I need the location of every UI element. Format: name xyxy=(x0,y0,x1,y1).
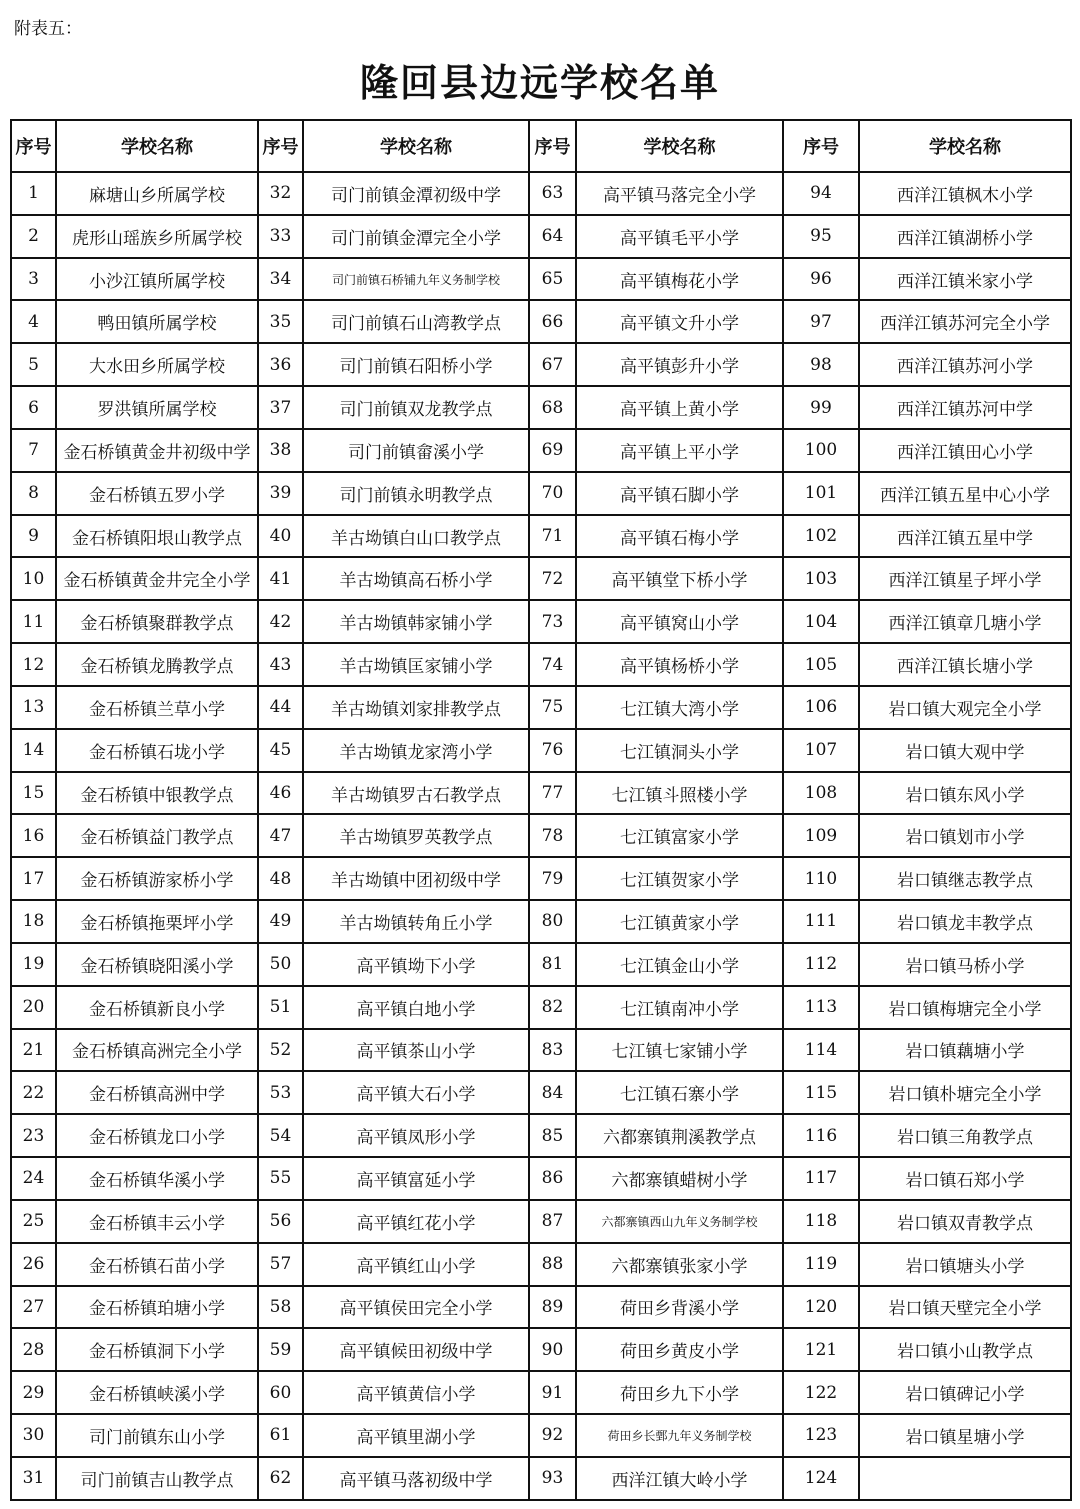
seq-cell: 96 xyxy=(783,258,859,301)
school-name-cell: 金石桥镇中银教学点 xyxy=(56,772,258,815)
seq-cell: 74 xyxy=(529,643,576,686)
school-name-cell: 岩口镇塘头小学 xyxy=(859,1243,1071,1286)
table-row xyxy=(11,943,1071,986)
seq-cell: 25 xyxy=(11,1200,56,1243)
school-name-cell: 司门前镇畲溪小学 xyxy=(303,429,529,472)
school-name-cell: 金石桥镇新良小学 xyxy=(56,986,258,1029)
header-seq: 序号 xyxy=(529,120,576,172)
header-school: 学校名称 xyxy=(56,120,258,172)
school-name-cell: 金石桥镇兰草小学 xyxy=(56,686,258,729)
school-name-cell: 高平镇红山小学 xyxy=(303,1243,529,1286)
seq-cell: 32 xyxy=(258,172,303,215)
seq-cell: 89 xyxy=(529,1286,576,1329)
school-name-cell xyxy=(859,1457,1071,1500)
school-name-cell: 岩口镇梅塘完全小学 xyxy=(859,986,1071,1029)
seq-cell: 117 xyxy=(783,1157,859,1200)
school-name-cell: 西洋江镇五星中学 xyxy=(859,515,1071,558)
school-name-cell: 小沙江镇所属学校 xyxy=(56,258,258,301)
seq-cell: 26 xyxy=(11,1243,56,1286)
school-name-cell: 高平镇窝山小学 xyxy=(576,600,783,643)
school-name-cell: 高平镇石脚小学 xyxy=(576,472,783,515)
school-name-cell: 岩口镇小山教学点 xyxy=(859,1328,1071,1371)
seq-cell: 112 xyxy=(783,943,859,986)
seq-cell: 75 xyxy=(529,686,576,729)
header-seq: 序号 xyxy=(11,120,56,172)
table-row xyxy=(11,600,1071,643)
school-name-cell: 岩口镇碑记小学 xyxy=(859,1371,1071,1414)
table-row xyxy=(11,643,1071,686)
seq-cell: 77 xyxy=(529,772,576,815)
school-name-cell: 金石桥镇龙口小学 xyxy=(56,1114,258,1157)
school-name-cell: 司门前镇双龙教学点 xyxy=(303,386,529,429)
school-name-cell: 金石桥镇丰云小学 xyxy=(56,1200,258,1243)
table-row xyxy=(11,1328,1071,1371)
seq-cell: 24 xyxy=(11,1157,56,1200)
seq-cell: 29 xyxy=(11,1371,56,1414)
school-name-cell: 岩口镇龙丰教学点 xyxy=(859,900,1071,943)
table-row xyxy=(11,1157,1071,1200)
seq-cell: 69 xyxy=(529,429,576,472)
seq-cell: 39 xyxy=(258,472,303,515)
school-name-cell: 西洋江镇大岭小学 xyxy=(576,1457,783,1500)
school-name-cell: 羊古坳镇匡家铺小学 xyxy=(303,643,529,686)
seq-cell: 5 xyxy=(11,343,56,386)
seq-cell: 70 xyxy=(529,472,576,515)
school-name-cell: 高平镇石梅小学 xyxy=(576,515,783,558)
header-school: 学校名称 xyxy=(576,120,783,172)
school-name-cell: 岩口镇星塘小学 xyxy=(859,1414,1071,1457)
seq-cell: 21 xyxy=(11,1029,56,1072)
seq-cell: 86 xyxy=(529,1157,576,1200)
table-row xyxy=(11,172,1071,215)
school-name-cell: 羊古坳镇罗古石教学点 xyxy=(303,772,529,815)
seq-cell: 55 xyxy=(258,1157,303,1200)
school-name-cell: 七江镇黄家小学 xyxy=(576,900,783,943)
seq-cell: 64 xyxy=(529,215,576,258)
school-name-cell: 羊古坳镇韩家铺小学 xyxy=(303,600,529,643)
table-row xyxy=(11,1200,1071,1243)
table-row xyxy=(11,215,1071,258)
school-name-cell: 金石桥镇石苗小学 xyxy=(56,1243,258,1286)
seq-cell: 19 xyxy=(11,943,56,986)
school-name-cell: 羊古坳镇转角丘小学 xyxy=(303,900,529,943)
table-row xyxy=(11,515,1071,558)
seq-cell: 10 xyxy=(11,557,56,600)
table-row xyxy=(11,772,1071,815)
school-name-cell: 羊古坳镇高石桥小学 xyxy=(303,557,529,600)
table-row xyxy=(11,1114,1071,1157)
school-name-cell: 麻塘山乡所属学校 xyxy=(56,172,258,215)
school-name-cell: 荷田乡背溪小学 xyxy=(576,1286,783,1329)
school-roster-table xyxy=(10,119,1072,1501)
seq-cell: 63 xyxy=(529,172,576,215)
seq-cell: 119 xyxy=(783,1243,859,1286)
school-name-cell: 高平镇里湖小学 xyxy=(303,1414,529,1457)
seq-cell: 105 xyxy=(783,643,859,686)
seq-cell: 93 xyxy=(529,1457,576,1500)
seq-cell: 46 xyxy=(258,772,303,815)
school-name-cell: 高平镇堂下桥小学 xyxy=(576,557,783,600)
school-name-cell: 七江镇洞头小学 xyxy=(576,729,783,772)
table-row xyxy=(11,1414,1071,1457)
school-name-cell: 西洋江镇苏河完全小学 xyxy=(859,300,1071,343)
seq-cell: 90 xyxy=(529,1328,576,1371)
school-name-cell: 羊古坳镇罗英教学点 xyxy=(303,814,529,857)
seq-cell: 68 xyxy=(529,386,576,429)
school-name-cell: 荷田乡九下小学 xyxy=(576,1371,783,1414)
seq-cell: 104 xyxy=(783,600,859,643)
seq-cell: 4 xyxy=(11,300,56,343)
seq-cell: 49 xyxy=(258,900,303,943)
school-name-cell: 西洋江镇章几塘小学 xyxy=(859,600,1071,643)
school-name-cell: 金石桥镇峡溪小学 xyxy=(56,1371,258,1414)
seq-cell: 118 xyxy=(783,1200,859,1243)
seq-cell: 17 xyxy=(11,857,56,900)
school-name-cell: 司门前镇石山湾教学点 xyxy=(303,300,529,343)
table-row xyxy=(11,857,1071,900)
school-name-cell: 金石桥镇黄金井初级中学 xyxy=(56,429,258,472)
school-name-cell: 七江镇贺家小学 xyxy=(576,857,783,900)
table-row xyxy=(11,429,1071,472)
school-name-cell: 西洋江镇苏河小学 xyxy=(859,343,1071,386)
table-row xyxy=(11,1457,1071,1500)
table-row xyxy=(11,1286,1071,1329)
school-name-cell: 岩口镇大观完全小学 xyxy=(859,686,1071,729)
seq-cell: 123 xyxy=(783,1414,859,1457)
seq-cell: 1 xyxy=(11,172,56,215)
seq-cell: 11 xyxy=(11,600,56,643)
school-name-cell: 西洋江镇长塘小学 xyxy=(859,643,1071,686)
header-seq: 序号 xyxy=(783,120,859,172)
school-name-cell: 高平镇马落完全小学 xyxy=(576,172,783,215)
school-name-cell: 七江镇斗照楼小学 xyxy=(576,772,783,815)
seq-cell: 109 xyxy=(783,814,859,857)
seq-cell: 108 xyxy=(783,772,859,815)
school-name-cell: 金石桥镇益门教学点 xyxy=(56,814,258,857)
school-name-cell: 金石桥镇晓阳溪小学 xyxy=(56,943,258,986)
school-name-cell: 岩口镇大观中学 xyxy=(859,729,1071,772)
seq-cell: 124 xyxy=(783,1457,859,1500)
seq-cell: 73 xyxy=(529,600,576,643)
school-name-cell: 岩口镇三角教学点 xyxy=(859,1114,1071,1157)
school-name-cell: 羊古坳镇龙家湾小学 xyxy=(303,729,529,772)
seq-cell: 65 xyxy=(529,258,576,301)
school-name-cell: 高平镇上黄小学 xyxy=(576,386,783,429)
school-name-cell: 金石桥镇龙腾教学点 xyxy=(56,643,258,686)
school-name-cell: 司门前镇金潭完全小学 xyxy=(303,215,529,258)
seq-cell: 103 xyxy=(783,557,859,600)
seq-cell: 6 xyxy=(11,386,56,429)
seq-cell: 98 xyxy=(783,343,859,386)
school-name-cell: 六都寨镇蜡树小学 xyxy=(576,1157,783,1200)
school-name-cell: 西洋江镇米家小学 xyxy=(859,258,1071,301)
school-name-cell: 高平镇杨桥小学 xyxy=(576,643,783,686)
school-name-cell: 鸭田镇所属学校 xyxy=(56,300,258,343)
seq-cell: 85 xyxy=(529,1114,576,1157)
seq-cell: 100 xyxy=(783,429,859,472)
seq-cell: 2 xyxy=(11,215,56,258)
school-name-cell: 岩口镇继志教学点 xyxy=(859,857,1071,900)
appendix-label: 附表五： xyxy=(14,19,82,39)
seq-cell: 99 xyxy=(783,386,859,429)
table-row xyxy=(11,386,1071,429)
seq-cell: 41 xyxy=(258,557,303,600)
seq-cell: 27 xyxy=(11,1286,56,1329)
school-name-cell: 岩口镇藕塘小学 xyxy=(859,1029,1071,1072)
seq-cell: 76 xyxy=(529,729,576,772)
school-name-cell: 高平镇茶山小学 xyxy=(303,1029,529,1072)
seq-cell: 111 xyxy=(783,900,859,943)
school-name-cell: 高平镇梅花小学 xyxy=(576,258,783,301)
school-name-cell: 高平镇富延小学 xyxy=(303,1157,529,1200)
seq-cell: 45 xyxy=(258,729,303,772)
seq-cell: 107 xyxy=(783,729,859,772)
school-name-cell: 金石桥镇高洲完全小学 xyxy=(56,1029,258,1072)
table-header-row xyxy=(11,120,1071,172)
school-name-cell: 西洋江镇田心小学 xyxy=(859,429,1071,472)
table-row xyxy=(11,1371,1071,1414)
seq-cell: 62 xyxy=(258,1457,303,1500)
school-name-cell: 高平镇马落初级中学 xyxy=(303,1457,529,1500)
table-row xyxy=(11,1071,1071,1114)
school-name-cell: 西洋江镇枫木小学 xyxy=(859,172,1071,215)
school-name-cell: 七江镇大湾小学 xyxy=(576,686,783,729)
seq-cell: 113 xyxy=(783,986,859,1029)
table-row xyxy=(11,1029,1071,1072)
school-name-cell: 荷田乡长鄄九年义务制学校 xyxy=(576,1414,783,1457)
seq-cell: 60 xyxy=(258,1371,303,1414)
school-name-cell: 七江镇七家铺小学 xyxy=(576,1029,783,1072)
school-name-cell: 高平镇坳下小学 xyxy=(303,943,529,986)
table-row xyxy=(11,814,1071,857)
school-name-cell: 七江镇石寨小学 xyxy=(576,1071,783,1114)
seq-cell: 66 xyxy=(529,300,576,343)
seq-cell: 88 xyxy=(529,1243,576,1286)
school-name-cell: 七江镇金山小学 xyxy=(576,943,783,986)
seq-cell: 122 xyxy=(783,1371,859,1414)
seq-cell: 106 xyxy=(783,686,859,729)
seq-cell: 97 xyxy=(783,300,859,343)
school-name-cell: 高平镇彭升小学 xyxy=(576,343,783,386)
school-name-cell: 高平镇凤形小学 xyxy=(303,1114,529,1157)
school-name-cell: 金石桥镇石垅小学 xyxy=(56,729,258,772)
table-row xyxy=(11,557,1071,600)
seq-cell: 15 xyxy=(11,772,56,815)
school-name-cell: 岩口镇马桥小学 xyxy=(859,943,1071,986)
seq-cell: 91 xyxy=(529,1371,576,1414)
seq-cell: 58 xyxy=(258,1286,303,1329)
school-name-cell: 西洋江镇五星中心小学 xyxy=(859,472,1071,515)
seq-cell: 92 xyxy=(529,1414,576,1457)
school-name-cell: 岩口镇天壁完全小学 xyxy=(859,1286,1071,1329)
table-row xyxy=(11,343,1071,386)
seq-cell: 82 xyxy=(529,986,576,1029)
seq-cell: 13 xyxy=(11,686,56,729)
seq-cell: 50 xyxy=(258,943,303,986)
school-name-cell: 羊古坳镇刘家排教学点 xyxy=(303,686,529,729)
school-name-cell: 司门前镇金潭初级中学 xyxy=(303,172,529,215)
seq-cell: 31 xyxy=(11,1457,56,1500)
table-row xyxy=(11,472,1071,515)
seq-cell: 83 xyxy=(529,1029,576,1072)
table-row xyxy=(11,900,1071,943)
seq-cell: 22 xyxy=(11,1071,56,1114)
school-name-cell: 岩口镇划市小学 xyxy=(859,814,1071,857)
school-name-cell: 高平镇侯田完全小学 xyxy=(303,1286,529,1329)
seq-cell: 78 xyxy=(529,814,576,857)
school-name-cell: 西洋江镇湖桥小学 xyxy=(859,215,1071,258)
seq-cell: 101 xyxy=(783,472,859,515)
seq-cell: 9 xyxy=(11,515,56,558)
school-name-cell: 岩口镇东风小学 xyxy=(859,772,1071,815)
seq-cell: 43 xyxy=(258,643,303,686)
table-row xyxy=(11,686,1071,729)
seq-cell: 61 xyxy=(258,1414,303,1457)
seq-cell: 114 xyxy=(783,1029,859,1072)
seq-cell: 33 xyxy=(258,215,303,258)
seq-cell: 30 xyxy=(11,1414,56,1457)
table-row xyxy=(11,1243,1071,1286)
seq-cell: 36 xyxy=(258,343,303,386)
seq-cell: 44 xyxy=(258,686,303,729)
school-name-cell: 七江镇南冲小学 xyxy=(576,986,783,1029)
seq-cell: 80 xyxy=(529,900,576,943)
seq-cell: 53 xyxy=(258,1071,303,1114)
school-name-cell: 司门前镇石阳桥小学 xyxy=(303,343,529,386)
seq-cell: 115 xyxy=(783,1071,859,1114)
school-name-cell: 西洋江镇星子坪小学 xyxy=(859,557,1071,600)
seq-cell: 59 xyxy=(258,1328,303,1371)
seq-cell: 18 xyxy=(11,900,56,943)
table-row xyxy=(11,300,1071,343)
header-school: 学校名称 xyxy=(303,120,529,172)
school-name-cell: 司门前镇吉山教学点 xyxy=(56,1457,258,1500)
seq-cell: 48 xyxy=(258,857,303,900)
seq-cell: 8 xyxy=(11,472,56,515)
school-name-cell: 金石桥镇高洲中学 xyxy=(56,1071,258,1114)
school-name-cell: 高平镇文升小学 xyxy=(576,300,783,343)
school-name-cell: 金石桥镇阳垠山教学点 xyxy=(56,515,258,558)
seq-cell: 57 xyxy=(258,1243,303,1286)
school-name-cell: 高平镇黄信小学 xyxy=(303,1371,529,1414)
seq-cell: 79 xyxy=(529,857,576,900)
school-name-cell: 虎形山瑶族乡所属学校 xyxy=(56,215,258,258)
seq-cell: 35 xyxy=(258,300,303,343)
school-name-cell: 荷田乡黄皮小学 xyxy=(576,1328,783,1371)
seq-cell: 110 xyxy=(783,857,859,900)
seq-cell: 95 xyxy=(783,215,859,258)
seq-cell: 12 xyxy=(11,643,56,686)
school-name-cell: 高平镇白地小学 xyxy=(303,986,529,1029)
school-name-cell: 高平镇毛平小学 xyxy=(576,215,783,258)
seq-cell: 102 xyxy=(783,515,859,558)
school-name-cell: 司门前镇东山小学 xyxy=(56,1414,258,1457)
seq-cell: 67 xyxy=(529,343,576,386)
school-name-cell: 六都寨镇张家小学 xyxy=(576,1243,783,1286)
school-name-cell: 金石桥镇黄金井完全小学 xyxy=(56,557,258,600)
seq-cell: 72 xyxy=(529,557,576,600)
seq-cell: 71 xyxy=(529,515,576,558)
school-name-cell: 金石桥镇华溪小学 xyxy=(56,1157,258,1200)
seq-cell: 23 xyxy=(11,1114,56,1157)
table-row xyxy=(11,258,1071,301)
school-name-cell: 高平镇红花小学 xyxy=(303,1200,529,1243)
seq-cell: 116 xyxy=(783,1114,859,1157)
school-name-cell: 高平镇大石小学 xyxy=(303,1071,529,1114)
seq-cell: 28 xyxy=(11,1328,56,1371)
school-name-cell: 金石桥镇聚群教学点 xyxy=(56,600,258,643)
school-name-cell: 金石桥镇五罗小学 xyxy=(56,472,258,515)
table-row xyxy=(11,986,1071,1029)
seq-cell: 14 xyxy=(11,729,56,772)
school-name-cell: 羊古坳镇中团初级中学 xyxy=(303,857,529,900)
school-name-cell: 司门前镇永明教学点 xyxy=(303,472,529,515)
school-name-cell: 岩口镇朴塘完全小学 xyxy=(859,1071,1071,1114)
school-name-cell: 岩口镇石郑小学 xyxy=(859,1157,1071,1200)
school-name-cell: 大水田乡所属学校 xyxy=(56,343,258,386)
seq-cell: 56 xyxy=(258,1200,303,1243)
school-name-cell: 金石桥镇游家桥小学 xyxy=(56,857,258,900)
seq-cell: 94 xyxy=(783,172,859,215)
school-name-cell: 羊古坳镇白山口教学点 xyxy=(303,515,529,558)
seq-cell: 51 xyxy=(258,986,303,1029)
seq-cell: 16 xyxy=(11,814,56,857)
seq-cell: 3 xyxy=(11,258,56,301)
school-name-cell: 金石桥镇珀塘小学 xyxy=(56,1286,258,1329)
school-name-cell: 七江镇富家小学 xyxy=(576,814,783,857)
seq-cell: 120 xyxy=(783,1286,859,1329)
seq-cell: 47 xyxy=(258,814,303,857)
header-school: 学校名称 xyxy=(859,120,1071,172)
school-name-cell: 罗洪镇所属学校 xyxy=(56,386,258,429)
seq-cell: 20 xyxy=(11,986,56,1029)
seq-cell: 40 xyxy=(258,515,303,558)
seq-cell: 42 xyxy=(258,600,303,643)
seq-cell: 7 xyxy=(11,429,56,472)
school-name-cell: 高平镇候田初级中学 xyxy=(303,1328,529,1371)
seq-cell: 52 xyxy=(258,1029,303,1072)
seq-cell: 87 xyxy=(529,1200,576,1243)
school-name-cell: 六都寨镇荆溪教学点 xyxy=(576,1114,783,1157)
table-row xyxy=(11,729,1071,772)
seq-cell: 38 xyxy=(258,429,303,472)
school-name-cell: 西洋江镇苏河中学 xyxy=(859,386,1071,429)
school-name-cell: 六都寨镇西山九年义务制学校 xyxy=(576,1200,783,1243)
seq-cell: 84 xyxy=(529,1071,576,1114)
seq-cell: 121 xyxy=(783,1328,859,1371)
page-title: 隆回县边远学校名单 xyxy=(359,61,720,105)
school-name-cell: 岩口镇双青教学点 xyxy=(859,1200,1071,1243)
school-name-cell: 高平镇上平小学 xyxy=(576,429,783,472)
school-name-cell: 司门前镇石桥铺九年义务制学校 xyxy=(303,258,529,301)
school-name-cell: 金石桥镇拖栗坪小学 xyxy=(56,900,258,943)
seq-cell: 81 xyxy=(529,943,576,986)
seq-cell: 34 xyxy=(258,258,303,301)
seq-cell: 54 xyxy=(258,1114,303,1157)
seq-cell: 37 xyxy=(258,386,303,429)
header-seq: 序号 xyxy=(258,120,303,172)
school-name-cell: 金石桥镇洞下小学 xyxy=(56,1328,258,1371)
